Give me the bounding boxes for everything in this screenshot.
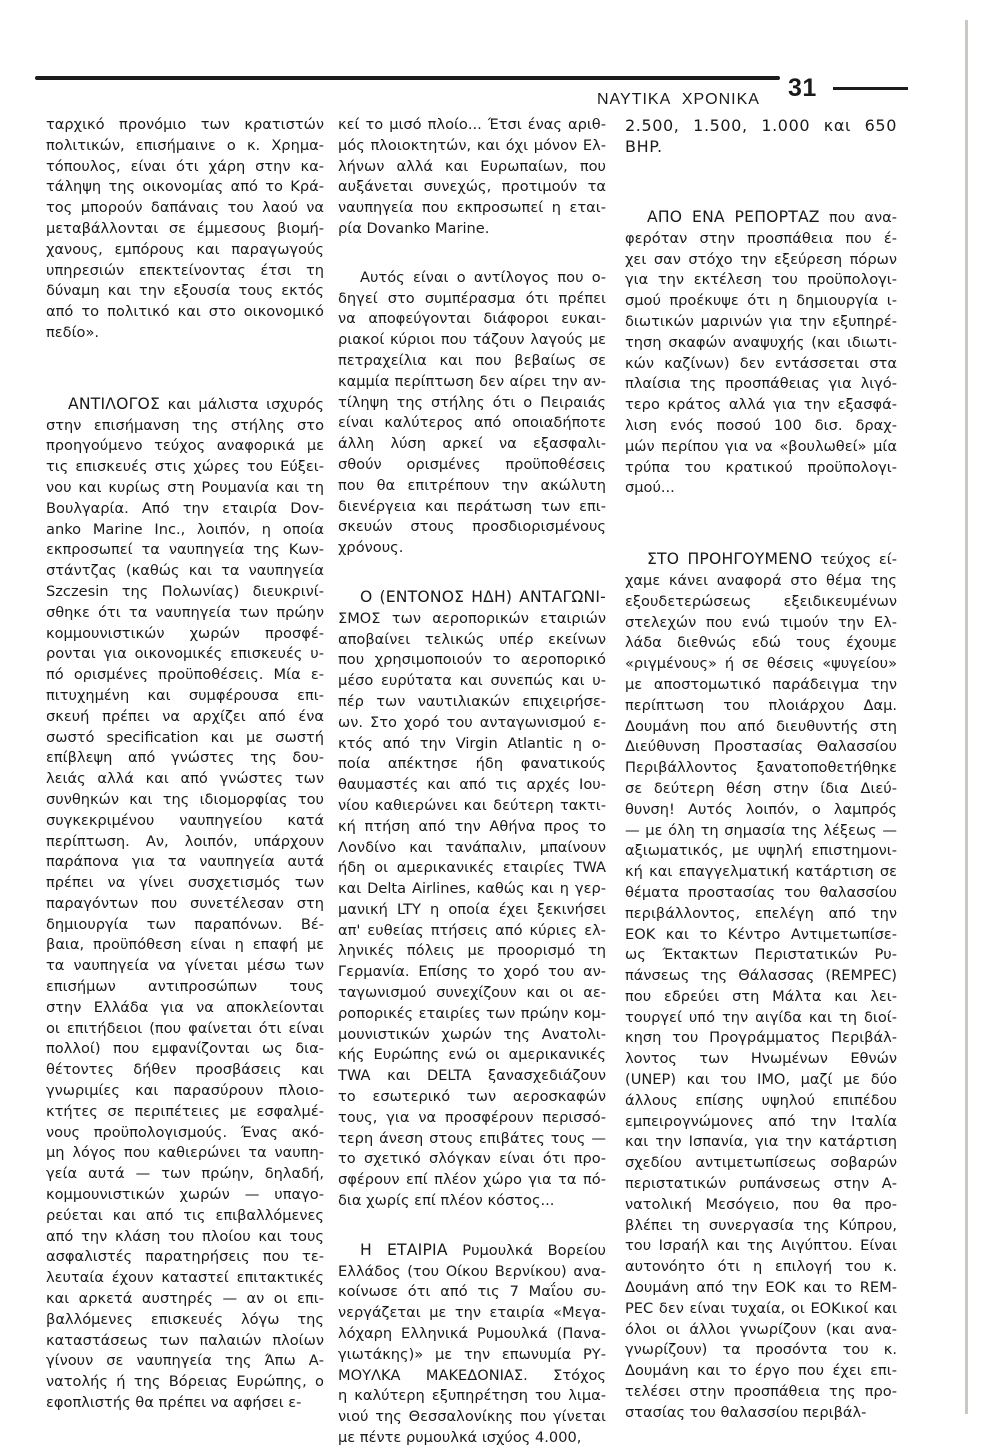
text-line: τελέσει στην προσπάθεια της προ- xyxy=(625,1383,897,1401)
text-line: κομμουνιστικών χωρών — υπαγο- xyxy=(46,1186,324,1204)
article-paragraph xyxy=(46,394,324,1414)
text-line: φερόταν στην προσπάθεια που έ- xyxy=(625,229,897,247)
text-line: κτός από την Virgin Atlantic η ο- xyxy=(338,734,606,752)
text-line: καταστάσεως των παλαιών πλοίων xyxy=(46,1331,324,1349)
article-paragraph xyxy=(338,1240,606,1449)
text-line: δημιουργία των παραπόνων. Βέ- xyxy=(46,915,324,933)
text-line xyxy=(625,549,897,571)
text-line: λοντος των Ηνωμένων Εθνών xyxy=(625,1050,897,1068)
text-line: σθηκε ότι τα ναυπηγεία των πρώην xyxy=(46,603,324,621)
text-line: ναυπηγεία που εκπροσωπεί η εται- xyxy=(338,199,606,217)
text-line: PEC δεν είναι τυχαία, οι ΕΟΚικοί και xyxy=(625,1299,897,1317)
text-line: νεργάζεται με την εταιρία «Μεγα- xyxy=(338,1304,606,1322)
text-line: χρόνους. xyxy=(338,539,404,557)
text-line: μεταβάλλονται σε έμμεσους βιομή- xyxy=(46,219,324,237)
text-line: πάνσεως της Θάλασσας (REMPEC) xyxy=(625,967,897,985)
text-line: επίβλεψη από γνώστες της δου- xyxy=(46,749,324,767)
text-line: τερη άνεση στους επιβάτες τους — xyxy=(338,1129,606,1147)
text-line: Λονδίνο και τανάπαλιν, μπαίνουν xyxy=(338,838,606,856)
text-line: γιωτάκης)» με την επωνυμία ΡΥ- xyxy=(338,1345,606,1363)
text-line: τος μπορούν δαπάναις του λαού να xyxy=(46,199,324,217)
text-line: δηγεί στο συμπέρασμα ότι πρέπει xyxy=(338,289,606,307)
text-line: είναι καλύτερος από οποιαδήποτε xyxy=(338,414,606,432)
paragraph-lead-caps: Η ΕΤΑΙΡΙΑ xyxy=(360,1240,448,1259)
text-line: εμπειρογνώμονες από την Ιταλία xyxy=(625,1112,897,1130)
text-line: Szczesin της Πολωνίας) διευκρινί- xyxy=(46,582,324,600)
text-line: τόπουλος, είναι ότι χάρη στην κα- xyxy=(46,157,324,175)
text-line: πέρ των ναυτιλιακών επιχειρήσε- xyxy=(338,692,606,710)
text-line: πολιτικών, επισήμαινε ο κ. Χρημα- xyxy=(46,136,324,154)
paragraph-lead-caps: ΑΠΟ ΕΝΑ ΡΕΠΟΡΤΑΖ xyxy=(647,208,820,226)
text-line: γεία αυτά — των πρώην, δηλαδή, xyxy=(46,1165,324,1183)
text-line: στελεχών που ενώ τιμούν την Ελ- xyxy=(625,613,897,631)
text-line: θυνση! Αυτός λοιπόν, ο λαμπρός xyxy=(625,800,897,818)
text-line: πό ορισμένες προϋποθέσεις. Μία ε- xyxy=(46,666,324,684)
text-line: βαια, προϋπόθεση είναι η επαφή με xyxy=(46,936,324,954)
text-line: περίπτωση. Αν, λοιπόν, υπάρχουν xyxy=(46,832,324,850)
text-line: τάληψη της οικονομίας από το Κρά- xyxy=(46,178,324,196)
paragraph-gap xyxy=(338,1212,606,1240)
text-line: Δουμάνη που από διευθυντής στη xyxy=(625,717,897,735)
text-fragment: Ρυμουλκά Βορείου xyxy=(462,1241,607,1259)
text-line: χει σαν στόχο την εξεύρεση πόρων xyxy=(625,250,897,268)
text-line: με αποστομωτικό παράδειγμα την xyxy=(625,675,897,693)
text-line: κεί το μισό πλοίο... Έτσι ένας αριθ- xyxy=(338,116,606,133)
article-paragraph xyxy=(625,549,897,1423)
text-fragment: τεύχος εί- xyxy=(820,551,897,569)
text-line: που χρησιμοποιούν το αεροπορικό xyxy=(338,651,606,669)
text-line: δύναμη και την εξουσία τους εκτός xyxy=(46,282,324,300)
text-line: σφέρουν επί πλέον χώρο για τα πό- xyxy=(338,1171,606,1189)
text-line: λάδα διεθνώς εδώ τους έχουμε xyxy=(625,634,897,652)
text-line: ΜΟΥΛΚΑ ΜΑΚΕΔΟΝΙΑΣ. Στόχος xyxy=(338,1366,606,1384)
text-line: στην επισήμανση της στήλης στο xyxy=(46,416,324,434)
text-line: τουργεί υπό την αιγίδα και τη διοί- xyxy=(625,1008,897,1026)
text-line: νιού της Θεσσαλονίκης που γίνεται xyxy=(338,1408,606,1426)
text-line: λειάς αλλά και από γνώστες των xyxy=(46,770,324,788)
text-line: (UNEP) και του IMO, μαζί με δύο xyxy=(625,1071,897,1089)
text-line: ληνικές πόλεις με προορισμό τη xyxy=(338,942,606,960)
text-line: μανική LTY η οποία έχει ξεκινήσει xyxy=(338,900,606,918)
paragraph-gap xyxy=(625,157,897,207)
text-line: σωστό specification και με σωστή xyxy=(46,728,324,746)
text-line: με πέντε ρυμουλκά ισχύος 4.000, xyxy=(338,1429,582,1447)
header-rule-right xyxy=(833,87,908,90)
text-line: ταρχικό προνόμιο των κρατιστών xyxy=(46,116,324,133)
text-line: αποβαίνει τελικώς υπέρ εκείνων xyxy=(338,630,606,648)
text-line: τίληψη της στήλης ότι ο Πειραιάς xyxy=(338,393,606,411)
text-line: μουνιστικών χωρών της Ανατολι- xyxy=(338,1025,606,1043)
text-line: νου και κυρίως στη Ρουμανία και τη xyxy=(46,478,324,496)
text-line: απ' ευθείας πτήσεις από κύριες ελ- xyxy=(338,921,606,939)
text-line: το σχετικό σλόγκαν είναι ότι προ- xyxy=(338,1150,606,1168)
text-line: τους, για να προσφέρουν περισσό- xyxy=(338,1108,606,1126)
text-line: πιτυχημένη και συμφέρουσα επι- xyxy=(46,686,324,704)
text-line: anko Marine Inc., λοιπόν, η οποία xyxy=(46,520,324,538)
text-line: ποία απέκτησε ήδη φανατικούς xyxy=(338,755,606,773)
text-line: όλοι οι άλλοι γνωρίζουν (και ανα- xyxy=(625,1320,897,1338)
text-line: στην Ελλάδα για να αποκλείονται xyxy=(46,998,324,1016)
text-line: τερο κράτος αλλά για την εξασφά- xyxy=(625,396,897,414)
article-paragraph xyxy=(625,115,897,157)
text-line: θέματα προστασίας του θαλασσίου xyxy=(625,883,897,901)
text-line: Αυτός είναι ο αντίλογος που ο- xyxy=(360,268,606,286)
text-fragment: και μάλιστα ισχυρός xyxy=(167,395,324,413)
text-line: διενέργεια και περάτωση των επι- xyxy=(338,497,606,515)
text-line: κηση του Προγράμματος Περιβάλ- xyxy=(625,1029,897,1047)
text-line: Βουλγαρία. Από την εταιρία Dov- xyxy=(46,499,324,517)
text-line: να αποφεύγονται διάφοροι ευκαι- xyxy=(338,310,606,328)
text-line: λόχαρη Ελληνικά Ρυμουλκά (Πανα- xyxy=(338,1325,606,1343)
text-line: πλαίσια της προσπάθειας για λιγό- xyxy=(625,375,897,393)
text-line: πεδίο». xyxy=(46,323,100,341)
text-line: στασίας του θαλασσίου περιβάλ- xyxy=(625,1403,867,1421)
text-line: από το πολιτικό και στο οικονομικό xyxy=(46,303,324,321)
text-line: νίου καθιερώνει και δεύτερη τακτι- xyxy=(338,796,606,814)
running-title: ΝΑΥΤΙΚΑ ΧΡΟΝΙΚΑ xyxy=(597,91,760,108)
text-line: κή και επαγγελματική κατάρτιση σε xyxy=(625,863,897,881)
text-line: αυτονόητο ότι η επιλογή του κ. xyxy=(625,1258,897,1276)
text-line: ως Έκτακτων Περιστατικών Ρυ- xyxy=(625,946,897,964)
text-line: χαμε κάνει αναφορά στο θέμα της xyxy=(625,571,897,589)
text-line xyxy=(625,207,897,229)
text-line: TWA και DELTA ξανασχεδιάζουν xyxy=(338,1067,606,1085)
text-line: εκπροσωπεί τα ναυπηγεία της Κων- xyxy=(46,541,324,559)
text-line: ρεύεται και από τις επιβαλλόμενες xyxy=(46,1206,324,1224)
article-paragraph xyxy=(338,587,606,1212)
text-line: συγκεκριμένου ναυπηγείου κατά xyxy=(46,811,324,829)
text-line: προηγούμενο τεύχος αναφορικά με xyxy=(46,437,324,455)
column-1 xyxy=(46,115,324,1414)
text-line xyxy=(338,1240,606,1262)
text-line: συνθηκών και της ιδιομορφίας του xyxy=(46,790,324,808)
text-line: θέτοντες δήθεν προσβάσεις και xyxy=(46,1061,324,1079)
text-line: τρύπα του κρατικού προϋπολογι- xyxy=(625,458,897,476)
text-line: «ριγμένους» ή σε θέσεις «ψυγείου» xyxy=(625,655,897,673)
paragraph-lead-caps: Ο (ΕΝΤΟΝΟΣ ΗΔΗ) ΑΝΤΑΓΩΝΙ- xyxy=(360,587,606,606)
text-fragment: που ανα- xyxy=(828,209,897,226)
text-line: το εσωτερικό των αεροσκαφών xyxy=(338,1088,606,1106)
text-line xyxy=(338,587,606,609)
text-line: μέσο ευρύτατα και συνεπώς και υ- xyxy=(338,672,606,690)
text-line: κών καζίνων) δεν εντάσσεται στα xyxy=(625,354,897,372)
text-line: Ελλάδος (του Οίκου Βερνίκου) ανα- xyxy=(338,1262,606,1280)
text-line: περιβάλλοντος, επελέγη από την xyxy=(625,904,897,922)
paragraph-lead-caps: ΑΝΤΙΛΟΓΟΣ xyxy=(68,394,161,413)
text-line: γνωρίζουν) τα προσόντα του κ. xyxy=(625,1341,897,1359)
page-edge-shadow xyxy=(965,20,968,1414)
text-line: Δουμάνη από την ΕΟΚ και το REM- xyxy=(625,1279,897,1297)
text-line: του Ισραήλ και της Αιγύπτου. Είναι xyxy=(625,1237,897,1255)
text-line: ΣΜΟΣ των αεροπορικών εταιριών xyxy=(338,609,606,627)
text-line: στάντζας (καθώς και τα ναυπηγεία xyxy=(46,562,324,580)
text-line: νατολής ή της Βόρειας Ευρώπης, ο xyxy=(46,1373,324,1391)
text-line: ρία Dovanko Marine. xyxy=(338,219,490,237)
text-line: σκευή πρέπει να αρχίζει από ένα xyxy=(46,707,324,725)
paragraph-gap xyxy=(338,240,606,268)
text-line: η καλύτερη εξυπηρέτηση του λιμα- xyxy=(338,1387,606,1405)
text-line: σκευών στους προσδιορισμένους xyxy=(338,518,606,536)
text-line: BHP. xyxy=(625,137,663,156)
text-line: που εδρεύει στη Μάλτα και λει- xyxy=(625,987,897,1005)
text-line: χανους, εμπόρους και παραγωγούς xyxy=(46,240,324,258)
text-line: κοίνωσε ότι από τις 7 Μαΐου συ- xyxy=(338,1283,606,1301)
text-line: υπηρεσιών επεκτείνοντας έτσι τη xyxy=(46,261,324,279)
text-line: γίνουν σε ναυπηγεία της Άπω Α- xyxy=(46,1352,324,1370)
text-line: ήδη οι αμερικανικές εταιρίες TWA xyxy=(338,859,606,877)
text-line: μών περίπου για να «βουλωθεί» μία xyxy=(625,437,897,455)
text-line: λήνων αλλά και Ευρωπαίων, που xyxy=(338,157,606,175)
text-line: κομμουνιστικών χωρών προσφέ- xyxy=(46,624,324,642)
text-line: διωτικών μαρινών για την εξυπηρέ- xyxy=(625,312,897,330)
text-line: Διεύθυνση Προστασίας Θαλασσίου xyxy=(625,738,897,756)
text-line: Γερμανία. Επίσης το χορό του αν- xyxy=(338,963,606,981)
text-line: γνωριμίες και παρασύρουν πλοιο- xyxy=(46,1082,324,1100)
text-line: καμμία περίπτωση δεν αίρει την αν- xyxy=(338,372,606,390)
text-line: ριακοί κύριοι που τάζουν λαγούς με xyxy=(338,331,606,349)
text-line: και την Ισπανία, για την κατάρτιση xyxy=(625,1133,897,1151)
text-line: Περιβάλλοντος ξανατοποθετήθηκε xyxy=(625,759,897,777)
text-line: σμού προέκυψε ότι η δημιουργία ι- xyxy=(625,292,897,310)
text-line: που θα επιτρέπουν την ακώλυτη xyxy=(338,476,606,494)
text-line: ΕΟΚ και το Κέντρο Αντιμετωπίσε- xyxy=(625,925,897,943)
text-line: 2.500, 1.500, 1.000 και 650 xyxy=(625,116,897,135)
text-line: σχεδίου αντιμετωπίσεως σοβαρών xyxy=(625,1154,897,1172)
text-line: παραγόντων που συνετέλεσαν στη xyxy=(46,894,324,912)
text-line: άλλους επίσης υψηλού επιπέδου xyxy=(625,1091,897,1109)
text-line: τηση σκαφών αναψυχής (και ιδιωτι- xyxy=(625,333,897,351)
text-line: τα ναυπηγεία να γίνεται μέσω των xyxy=(46,957,324,975)
column-3 xyxy=(625,115,897,1424)
text-line: αυξάνεται συνεχώς, προτιμούν τα xyxy=(338,178,606,196)
text-line xyxy=(46,394,324,416)
text-line: εφοπλιστής θα πρέπει να αφήσει ε- xyxy=(46,1394,302,1412)
text-line: σθούν ορισμένες προϋποθέσεις xyxy=(338,455,606,473)
article-paragraph xyxy=(46,115,324,344)
text-line: Δουμάνη και το έργο που έχει επι- xyxy=(625,1362,897,1380)
text-line: περιστατικών ρυπάνσεως στην Α- xyxy=(625,1175,897,1193)
text-line: από την κλάση του πλοίου και τους xyxy=(46,1227,324,1245)
text-line: ροπορικές εταιρίες των πρώην κομ- xyxy=(338,1004,606,1022)
text-line: μη λόγος που καθιερώνει τα ναυπη- xyxy=(46,1144,324,1162)
text-line: αξιωματικός, με υψηλή επιστημονι- xyxy=(625,842,897,860)
text-line: βαλλόμενες επισκευές λόγω της xyxy=(46,1310,324,1328)
text-line: μός πλοιοκτητών, και όχι μόνον Ελ- xyxy=(338,136,606,154)
article-paragraph xyxy=(338,115,606,240)
text-line: άλλη λύση αρκεί να εξασφαλι- xyxy=(338,435,606,453)
text-line: νατολική Μεσόγειο, που θα προ- xyxy=(625,1195,897,1213)
text-line: πρέπει να γίνει συσχετισμός των xyxy=(46,874,324,892)
text-line: παράπονα για τα ναυπηγεία αυτά xyxy=(46,853,324,871)
text-line: οι επιτήδειοι (που φαίνεται ότι είναι xyxy=(46,1019,324,1037)
article-paragraph xyxy=(338,268,606,559)
text-line: και αρκετά αυστηρές — αν οι επι- xyxy=(46,1290,324,1308)
text-line: πετραχείλια και που βεβαίως σε xyxy=(338,351,606,369)
paragraph-gap xyxy=(625,499,897,549)
text-line: νους προϋπολογισμούς. Ένας ακό- xyxy=(46,1123,324,1141)
text-line: ασφαλιστές παρατηρήσεις που τε- xyxy=(46,1248,324,1266)
header-rule-left xyxy=(35,76,780,80)
text-line: δια χωρίς επί πλέον κόστος... xyxy=(338,1192,555,1210)
text-line: κτήτες σε περιπέτειες με εσφαλμέ- xyxy=(46,1102,324,1120)
text-line: ρονται για οικονομικές επισκευές υ- xyxy=(46,645,324,663)
article-paragraph xyxy=(625,207,897,499)
text-line: κή πτήση από την Αθήνα προς το xyxy=(338,817,606,835)
text-line: λευταία έχουν καταστεί επιτακτικές xyxy=(46,1269,324,1287)
text-line: επισήμων αντιπροσώπων τους xyxy=(46,978,324,996)
text-line: τις επισκευές στις χώρες του Εύξει- xyxy=(46,458,324,476)
paragraph-lead-caps: ΣΤΟ ΠΡΟΗΓΟΥΜΕΝΟ xyxy=(647,550,813,569)
text-line: και Delta Airlines, καθώς και η γερ- xyxy=(338,880,606,898)
text-line: θαυμαστές και από τις αρχές Ιου- xyxy=(338,776,606,794)
paragraph-gap xyxy=(338,559,606,587)
text-line: εξουδετερώσεως εξειδικευμένων xyxy=(625,592,897,610)
page-number: 31 xyxy=(788,74,817,102)
text-line: ταγωνισμού συνεχίζουν και οι αε- xyxy=(338,984,606,1002)
paragraph-gap xyxy=(46,344,324,394)
text-line: — με όλη τη σημασία της λέξεως — xyxy=(625,821,897,839)
text-line: βλέπει τη συνεργασία της Κύπρου, xyxy=(625,1216,897,1234)
text-line: σε δεύτερη θέση στην ίδια Διεύ- xyxy=(625,779,897,797)
text-line: κής Ευρώπης ενώ οι αμερικανικές xyxy=(338,1046,606,1064)
text-line: πολλοί) που εμφανίζονται ως δια- xyxy=(46,1040,324,1058)
text-line: περίπτωση του πλοιάρχου Δαμ. xyxy=(625,696,897,714)
text-line: για την εκτέλεση του προϋπολογι- xyxy=(625,271,897,289)
text-line: σμού... xyxy=(625,479,675,497)
text-line: ων. Στο χορό του ανταγωνισμού ε- xyxy=(338,713,606,731)
column-2 xyxy=(338,115,606,1449)
text-line: λιση ενός ποσού 100 δισ. δραχ- xyxy=(625,416,897,434)
